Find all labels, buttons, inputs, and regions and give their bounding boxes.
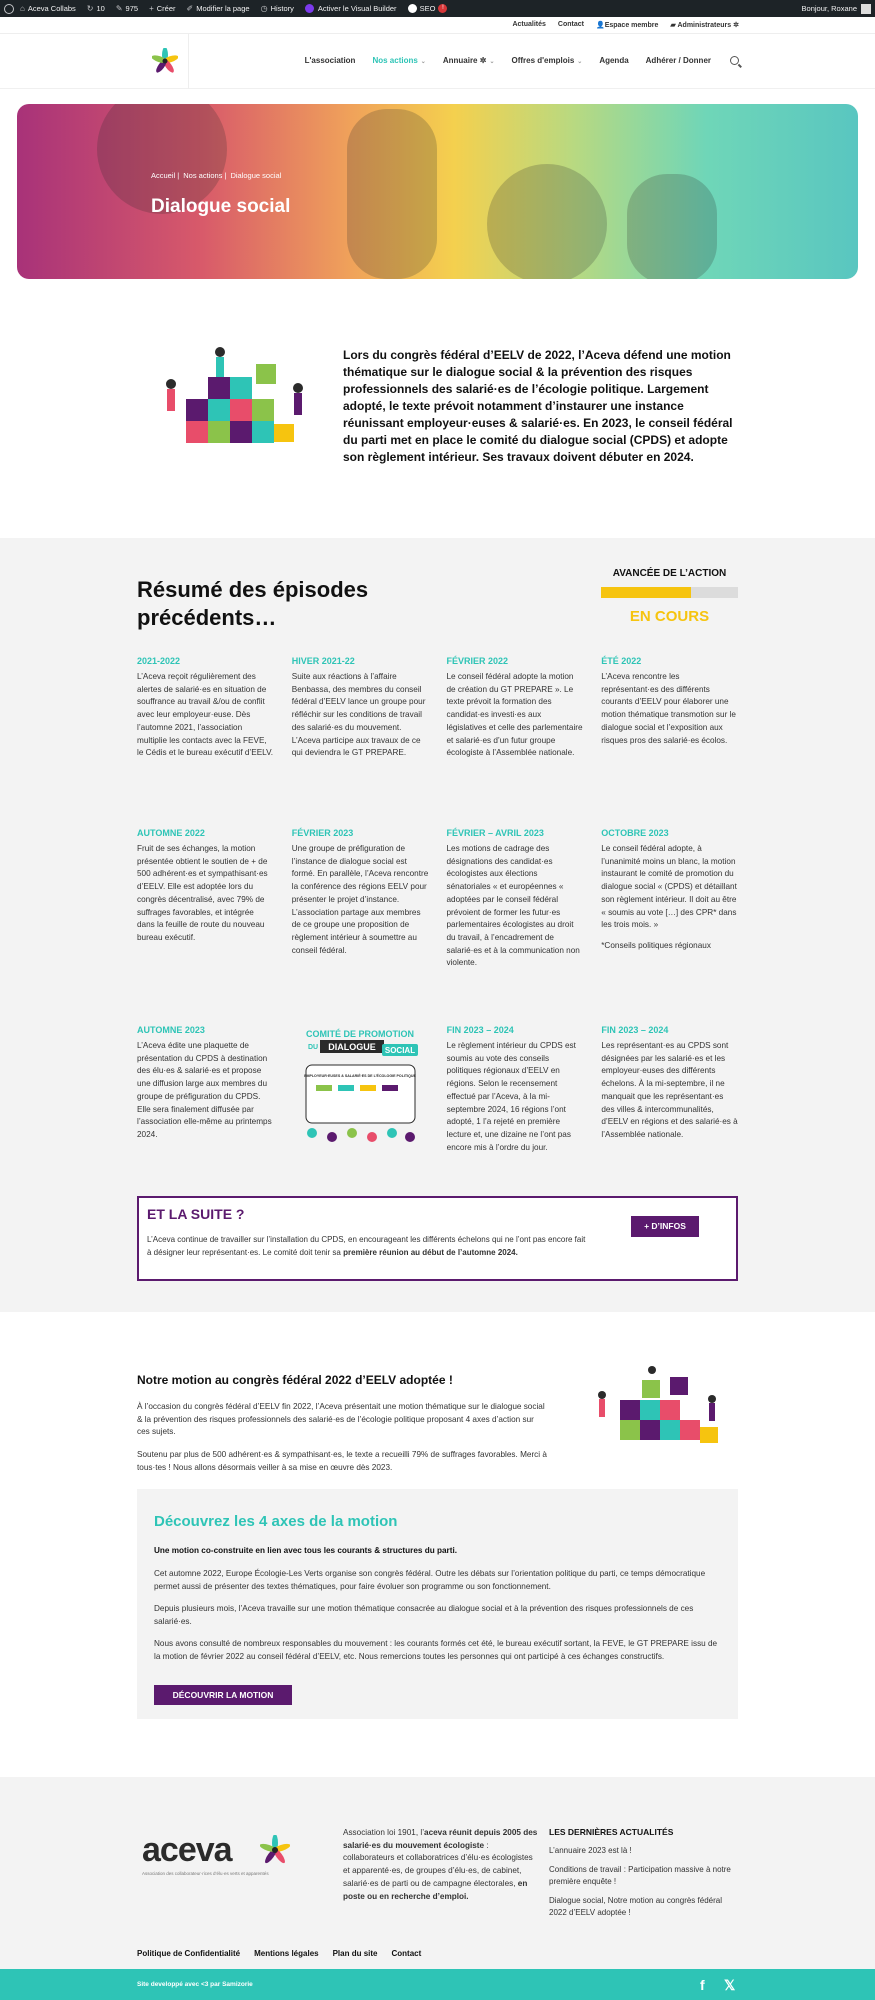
secondary-menu [0,17,875,34]
admin-site-name[interactable]: ⌂ Aceva Collabs [20,4,76,13]
nav-item-association[interactable]: L'association [304,56,356,65]
timeline-row-1 [137,656,738,760]
timeline-item: ÉTÉ 2022 L’Aceva rencontre les représentant·es des différents courants d’EELV pour élaborer une motion thématique transmotion sur le dialogue social et l’exposition aux risques pros des salarié·es écolos. [601,656,736,745]
home-icon: ⌂ [20,4,25,13]
chevron-down-icon: ⌄ [577,59,583,65]
site-footer [0,1777,875,1969]
timeline-item: AUTOMNE 2022 Fruit de ses échanges, la motion présentée obtient le soutien de + de 500 adhérent·es et sympathisant·es d’EELV. Elle est adoptée lors du congrès décentralisé, avec 79% de suffrages favorables, et intégrée dans la feuille de route du nouveau bureau exécutif. [137,828,268,942]
axes-paragraph-1: Cet automne 2022, Europe Écologie-Les Verts organise son congrès fédéral. Outre les débats sur l’orientation politique du parti, ce temps démocratique permet aussi de présenter des textes thématiques, pour faire évoluer son programme ou son fonctionnement. [154,1569,706,1592]
aceva-logo-mark[interactable] [152,48,178,74]
admin-history[interactable]: ◷ History [260,4,294,13]
hero-photo-figure [627,174,717,279]
seo-alert-badge: ! [438,4,447,13]
timeline-item: FÉVRIER 2023 Une groupe de préfiguration de l’instance de dialogue social est formé. En parallèle, l’Aceva rencontre la conférence des régions EELV pour présenter le projet d’instance. L’association partage aux membres de ce groupe une proposition de règlement intérieur à soumettre au conseil fédéral. [291,828,429,955]
admin-comments[interactable]: ✎ 975 [115,4,139,13]
nav-item-offres-emplois[interactable]: Offres d'emplois ⌄ [511,56,583,65]
motion-title: Notre motion au congrès fédéral 2022 d’EELV adoptée ! [137,1373,453,1387]
breadcrumb-nos-actions[interactable]: Nos actions [183,171,223,180]
nav-item-adherer-donner[interactable]: Adhérer / Donner [645,56,711,65]
timeline-row-2 [137,828,738,970]
site-credit[interactable]: Site developpé avec <3 par Samizorie [137,1981,253,1988]
axes-paragraph-2: Depuis plusieurs mois, l’Aceva travaille sur une motion thématique consacrée au dialogue social et à la prévention des risques professionnels de ces salarié·es. [154,1604,694,1627]
chevron-down-icon: ⌄ [420,59,426,65]
footer-links [137,1949,421,1958]
motion-paragraph-1: À l’occasion du congrès fédéral d’EELV fin 2022, l’Aceva présentait une motion thématique sur le dialogue social & la prévention des risques professionnels des salarié·es de l’écologie politique proposant 4 axes d’action sur ces sujets. [137,1402,545,1437]
cpds-subtitle: EMPLOYEUR·EUSES & SALARIÉ·ES DE L’ÉCOLOGIE POLITIQUE [303,1074,416,1078]
footer-link-contact[interactable]: Contact [391,1949,422,1958]
cpds-line-2: DU [307,1044,318,1051]
comment-icon: ✎ [115,4,123,13]
clock-icon: ◷ [260,4,268,13]
footer-news-link[interactable]: Conditions de travail : Participation massive à notre première enquête ! [549,1865,731,1886]
footer-about: Association loi 1901, l’aceva réunit depuis 2005 des salarié·es du mouvement écologiste : collaborateurs et collaboratrices d’élu·es écologistes et apparenté·es, de groupes d’élu·es, de cabinet, salarié·es de parti ou de campagne électorales, en poste ou en recherche d’emploi. [343,1828,538,1901]
progress-block [601,568,738,625]
pencil-icon: ✐ [186,4,194,13]
gear-icon: ✲ [479,56,487,65]
chevron-down-icon: ⌄ [489,59,495,65]
episodes-title: Résumé des épisodes précédents… [137,577,369,630]
breadcrumb-home[interactable]: Accueil [151,171,176,180]
puzzle-illustration [590,1365,730,1450]
episodes-section [0,538,875,1312]
cpds-line-3: DIALOGUE [327,1042,376,1052]
admin-visual-builder[interactable]: Activer le Visual Builder [305,4,397,13]
nav-item-annuaire[interactable]: Annuaire ✲ ⌄ [442,56,495,65]
timeline-item: AUTOMNE 2023 L’Aceva édite une plaquette de présentation du CPDS à destination des élu·es & salarié·es et propose une diffusion large aux membres du groupe de préfiguration du CPDS. Elle sera finalement diffusée par l’association elle-même au printemps 2024. [137,1025,272,1139]
secondary-menu-item-espace-membre[interactable]: 👤Espace membre [595,22,659,29]
seo-icon [408,4,417,13]
admin-seo[interactable]: SEO ! [408,4,448,13]
site-header [0,34,875,89]
gear-icon: ✲ [733,22,739,29]
progress-label: AVANCÉE DE L’ACTION [612,568,727,579]
bottom-bar [0,1969,875,2000]
footer-logo[interactable] [142,1829,307,1879]
facebook-icon[interactable]: f [700,1977,705,1993]
footer-link-sitemap[interactable]: Plan du site [332,1949,378,1958]
timeline-item: FÉVRIER – AVRIL 2023 Les motions de cadrage des désignations des candidat·es écologistes aux élections sénatoriales « et européennes « adoptées par le conseil fédéral prévoient de former les futur·es parlementaires écologistes au droit du travail, à l’encadrement de salarié·es et à la communication non violente. [446,828,580,968]
footer-latest-news [549,1827,739,1926]
admin-new[interactable]: + Créer [149,4,176,13]
timeline-item: 2021-2022 L’Aceva reçoit régulièrement des alertes de salarié·es en situation de souffrance au travail &/ou de conflit avec leur employeur·euse. Dès l’automne 2021, l’association multiplie les contacts avec la FEVE, le Cédis et le bureau exécutif d’EELV. [137,656,274,758]
timeline-item: FIN 2023 – 2024 Le règlement intérieur du CPDS est soumis au vote des conseils politiques régionaux d’EELV en régions. Selon le recensement effectué par l’Aceva, à la mi-septembre 2024, 16 régions l’ont adopté, 1 l’a rejeté en première lecture et, une dizaine ne l’ont pas encore mis à l’ordre du jour. [446,1025,576,1152]
timeline-item: HIVER 2021-22 Suite aux réactions à l’affaire Benbassa, des membres du conseil fédéral d’EELV lance un groupe pour réfléchir sur les conditions de travail des salarié·es du mouvement. L’Aceva participe aux travaux de ce qui deviendra le GT PREPARE. [291,656,426,758]
cpds-brochure-image[interactable] [292,1025,429,1155]
header-divider [188,34,189,89]
footer-news-title: LES DERNIÈRES ACTUALITÉS [549,1827,674,1837]
footer-news-link[interactable]: L’annuaire 2023 est là ! [549,1846,632,1855]
timeline-row-3 [137,1025,738,1155]
x-icon[interactable]: 𝕏 [724,1977,736,1993]
breadcrumb: Accueil | Nos actions | Dialogue social [151,171,282,180]
admin-updates[interactable]: ↻ 10 [86,4,105,13]
admin-account[interactable]: Bonjour, Roxane [802,4,871,14]
next-steps-text: L’Aceva continue de travailler sur l’installation du CPDS, en encourageant les différents échelons qui ne l’ont pas encore fait à désigner leur représentant·es. Le comité doit tenir sa première réunion au début de l’automne 2024. [147,1235,586,1257]
wp-admin-bar [0,0,875,17]
timeline-item: FÉVRIER 2022 Le conseil fédéral adopte la motion de création du GT PREPARE ». Le texte prévoit la formation des candidat·es investi·es aux législatives et celle des parlementaire et salarié·es d’un futur groupe écologiste à l’Assemblée nationale. [446,656,583,758]
search-icon[interactable] [730,56,739,65]
wordpress-icon[interactable] [4,4,14,14]
nav-item-agenda[interactable]: Agenda [599,56,629,65]
footer-link-legal[interactable]: Mentions légales [254,1949,319,1958]
axes-title: Découvrez les 4 axes de la motion [154,1513,398,1530]
secondary-menu-item-administrateurs[interactable]: ▰ Administrateurs ✲ [670,22,739,29]
user-icon: 👤 [595,22,605,29]
footer-logo-tagline: Association des collaborateur·rices d’élu·es verts et apparentés [142,1871,269,1876]
divi-icon [305,4,314,13]
more-info-button[interactable]: + D’INFOS [631,1216,699,1237]
nav-item-nos-actions[interactable]: Nos actions ⌄ [372,56,426,65]
progress-bar [601,587,738,598]
footer-link-privacy[interactable]: Politique de Confidentialité [137,1949,241,1958]
axes-paragraph-3: Nous avons consulté de nombreux responsables du mouvement : les courants formés cet été, le bureau exécutif sortant, la FEVE, le GT PREPARE issu de la motion de février 2022 au conseil fédéral d’EELV, etc. Nous remercions toutes les personnes qui ont participé à ces échanges constructifs. [154,1639,718,1662]
puzzle-illustration [158,344,313,449]
timeline-item: OCTOBRE 2023 Le conseil fédéral adopte, à l’unanimité moins un blanc, la motion instaurant le comité de promotion du dialogue social « (CPDS) et détaillant son règlement intérieur. Il doit au être « soumis au vote […] des CPR* dans les trois mois. » *Conseils politiques régionaux [601,828,737,950]
motion-axes-box [137,1489,738,1719]
timeline-item: FIN 2023 – 2024 Les représentant·es au CPDS sont désignées par les salarié·es et les employeur·euses des différents échelons. À la mi-septembre, il ne manquait que les représentant·es des villes & intercommunalités, d’EELV en régions et des salarié·es à l’Assemblée nationale. [601,1025,738,1139]
avatar [861,4,871,14]
updates-icon: ↻ [86,4,94,13]
motion-paragraph-2: Soutenu par plus de 500 adhérent·es & sympathisant·es, le texte a recueilli 79% de suffrages favorables. Merci à tous·tes ! Nous allons désormais veiller à sa mise en œuvre dès 2023. [137,1450,547,1472]
axes-lead: Une motion co-construite en lien avec tous les courants & structures du parti. [154,1546,457,1555]
main-nav [305,56,739,65]
cpds-brochure-illustration [292,1025,429,1150]
cpds-line-4: SOCIAL [384,1046,415,1055]
aceva-logo-mark [260,1835,290,1865]
cpds-line-1: COMITÉ DE PROMOTION [305,1029,414,1039]
folder-icon: ▰ [670,22,678,29]
next-steps-box [137,1196,738,1281]
breadcrumb-current: Dialogue social [230,171,282,180]
page-title: Dialogue social [151,196,291,217]
admin-edit-page[interactable]: ✐ Modifier la page [186,4,250,13]
secondary-menu-item-actualites[interactable]: Actualités [512,21,546,28]
progress-status: EN COURS [629,608,710,625]
progress-fill [601,587,691,598]
footer-logo-wordmark: aceva [142,1831,232,1869]
footer-news-link[interactable]: Dialogue social, Notre motion au congrès fédéral 2022 d’EELV adoptée ! [549,1896,722,1917]
hero-photo-figure [347,109,437,279]
secondary-menu-item-contact[interactable]: Contact [557,21,584,28]
plus-icon: + [149,4,154,13]
next-steps-title: ET LA SUITE ? [147,1206,245,1222]
hero-banner [17,104,858,279]
hero-photo-figure [487,164,607,279]
intro-text: Lors du congrès fédéral d’EELV de 2022, l’Aceva défend une motion thématique sur le dialogue social & la prévention des risques professionnels des salarié·es de l’écologie politique. Largement adopté, le texte prévoit notamment d’instaurer une instance réunissant employeur·euses & salarié·es. En 2023, le conseil fédéral du parti met en place le comité du dialogue social (CPDS) et adopte son règlement intérieur. Ses travaux doivent débuter en 2024. [343,348,733,465]
discover-motion-button[interactable]: DÉCOUVRIR LA MOTION [154,1685,292,1705]
